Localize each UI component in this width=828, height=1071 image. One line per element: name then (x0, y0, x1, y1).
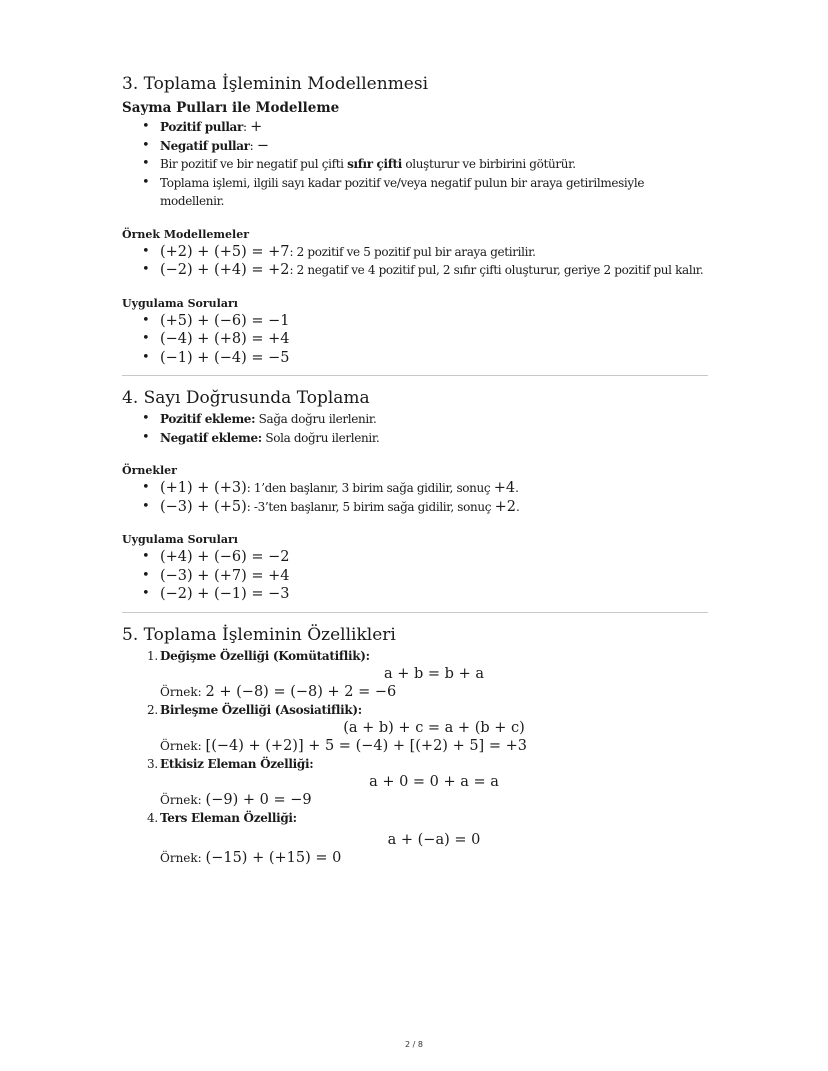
section-divider (122, 375, 708, 376)
chip-rules-list (122, 118, 708, 211)
list-item: • (−2) + (+4) = +2: 2 negatif ve 4 pozitif pul, 2 sıfır çifti oluşturur, geriye 2 pozitif pul kalır. (122, 261, 708, 280)
list-item: • Negatif pullar: − (122, 137, 708, 156)
document-page (122, 70, 708, 867)
property-formula: (a + b) + c = a + (b + c) (343, 719, 525, 736)
list-item: • (−4) + (+8) = +4 (122, 330, 708, 349)
section-divider (122, 612, 708, 613)
list-item: • (−2) + (−1) = −3 (122, 585, 708, 604)
properties-list (122, 647, 708, 665)
list-item: • Toplama işlemi, ilgili sayı kadar pozitif ve/veya negatif pulun bir araya getirilmesiyle modellenir. (122, 174, 708, 211)
property-formula: a + (−a) = 0 (387, 831, 481, 848)
section-5-title: 5. Toplama İşleminin Özellikleri (122, 624, 396, 645)
list-item: • Bir pozitif ve bir negatif pul çifti sıfır çifti oluşturur ve birbirini götürür. (122, 155, 708, 174)
example-models-list (122, 243, 708, 280)
list-item: 1. Değişme Özelliği (Komütatiflik): (147, 648, 370, 663)
list-item: • (+1) + (+3): 1’den başlanır, 3 birim sağa gidilir, sonuç +4. (122, 479, 708, 498)
property-example: Örnek: 2 + (−8) = (−8) + 2 = −6 (160, 683, 397, 700)
list-item: 2. Birleşme Özelliği (Asosiatiflik): (147, 702, 362, 717)
property-example: Örnek: [(−4) + (+2)] + 5 = (−4) + [(+2) + 5] = +3 (160, 737, 527, 754)
list-item: • Pozitif ekleme: Sağa doğru ilerlenir. (122, 410, 708, 429)
practice-questions-heading: Uygulama Soruları (122, 533, 238, 546)
section-3-title: 3. Toplama İşleminin Modellenmesi (122, 74, 429, 94)
property-title: Değişme Özelliği (Komütatiflik): (160, 648, 370, 663)
property-title: Etkisiz Eleman Özelliği: (160, 756, 314, 771)
list-item: • Pozitif pullar: + (122, 118, 708, 137)
property-formula: a + b = b + a (384, 665, 484, 682)
practice-questions-heading: Uygulama Soruları (122, 296, 238, 310)
list-item: • (+2) + (+5) = +7: 2 pozitif ve 5 pozitif pul bir araya getirilir. (122, 243, 708, 262)
list-item: • (−3) + (+5): -3’ten başlanır, 5 birim sağa gidilir, sonuç +2. (122, 498, 708, 517)
property-example: Örnek: (−9) + 0 = −9 (160, 791, 312, 808)
section-4-title: 4. Sayı Doğrusunda Toplama (122, 388, 370, 408)
property-title: Ters Eleman Özelliği: (160, 810, 297, 825)
list-item: 4. Ters Eleman Özelliği: (147, 810, 297, 825)
list-item: • (−1) + (−4) = −5 (122, 349, 708, 368)
page-number: 2 / 8 (405, 1040, 423, 1049)
practice-questions-list (122, 548, 708, 604)
property-example: Örnek: (−15) + (+15) = 0 (160, 849, 342, 866)
property-title: Birleşme Özelliği (Asosiatiflik): (160, 702, 362, 717)
counting-chips-heading: Sayma Pulları ile Modelleme (122, 100, 340, 116)
examples-list (122, 479, 708, 516)
properties-list (122, 755, 708, 773)
property-formula: a + 0 = 0 + a = a (369, 773, 499, 790)
examples-heading: Örnekler (122, 464, 177, 477)
list-item: • Negatif ekleme: Sola doğru ilerlenir. (122, 429, 708, 448)
list-item: 3. Etkisiz Eleman Özelliği: (147, 756, 314, 771)
properties-list (122, 809, 708, 827)
properties-list (122, 701, 708, 719)
list-item: • (−3) + (+7) = +4 (122, 567, 708, 586)
practice-questions-list (122, 312, 708, 368)
example-models-heading: Örnek Modellemeler (122, 227, 249, 241)
list-item: • (+4) + (−6) = −2 (122, 548, 708, 567)
list-item: • (+5) + (−6) = −1 (122, 312, 708, 331)
number-line-rules-list (122, 410, 708, 447)
